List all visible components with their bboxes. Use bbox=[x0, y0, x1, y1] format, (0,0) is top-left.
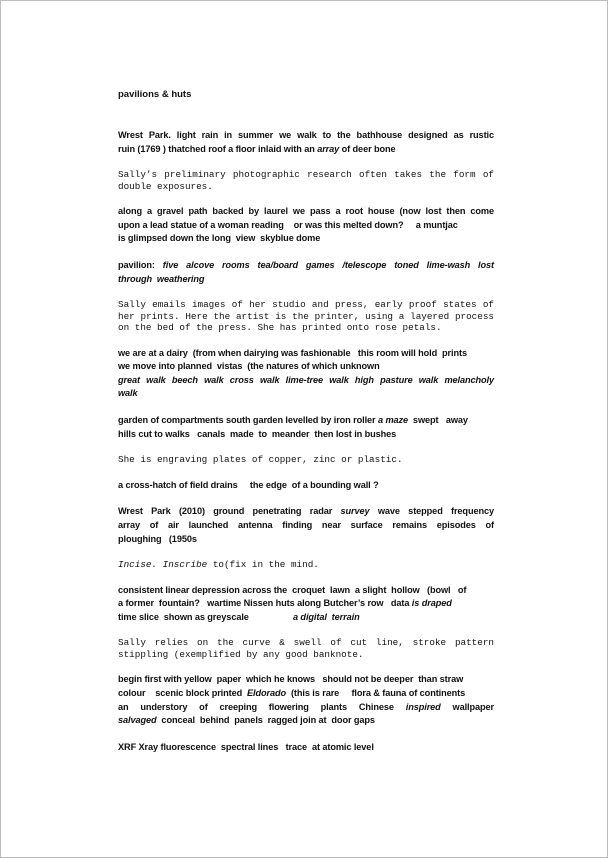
text-line: array of air launched antenna finding near surface remains episodes of bbox=[118, 519, 494, 530]
text-line: we are at a dairy (from when dairying was fashionable this room will hold prints bbox=[118, 347, 467, 358]
text-run: conceal behind panels ragged join at door gaps bbox=[156, 715, 375, 726]
text-line: consistent linear depression across the croquet lawn a slight hollow (bowl of bbox=[118, 584, 467, 595]
paragraph-croquet-lawn bbox=[118, 584, 494, 625]
paragraph-wrest-park bbox=[118, 129, 494, 156]
paragraph-gravel-path bbox=[118, 205, 494, 246]
paragraph-mono-studio: Sally emails images of her studio and press, early proof states of her prints. Here the artist is the printer, using a layered process on the bed of the press. She has printed onto rose petals. bbox=[118, 299, 494, 334]
text-line: hills cut to walks canals made to meander then lost in bushes bbox=[118, 428, 397, 439]
text-line: is glimpsed down the long view skyblue dome bbox=[118, 233, 321, 244]
italic-text: salvaged bbox=[118, 715, 157, 726]
italic-text: array bbox=[317, 143, 340, 154]
paragraph-mono-exposures: Sally’s preliminary photographic research often takes the form of double exposures. bbox=[118, 169, 494, 192]
italic-text: five alcove rooms tea/board games /telescope toned lime-wash lost bbox=[162, 259, 494, 270]
italic-text: through weathering bbox=[118, 273, 205, 284]
italic-text: inspired bbox=[405, 701, 441, 712]
text-run: an understory of creeping flowering plants Chinese bbox=[118, 701, 406, 712]
italic-text: a digital terrain bbox=[292, 611, 360, 622]
paragraph-wallpaper bbox=[118, 673, 494, 727]
text-line: along a gravel path backed by laurel we pass a root house (now lost then come bbox=[118, 206, 494, 217]
text-line bbox=[118, 505, 494, 519]
document-title: pavilions & huts bbox=[118, 89, 192, 100]
page-content bbox=[118, 88, 494, 767]
text-run: wallpaper bbox=[440, 701, 495, 712]
italic-text: a maze bbox=[377, 415, 409, 426]
italic-text: Incise. Inscribe bbox=[118, 559, 208, 571]
text-line bbox=[118, 414, 494, 428]
paragraph-mono-engraving: She is engraving plates of copper, zinc or plastic. bbox=[118, 454, 403, 466]
italic-text: is draped bbox=[411, 598, 452, 609]
text-line: ploughing (1950s bbox=[118, 533, 197, 544]
text-run: of deer bone bbox=[339, 143, 396, 154]
italic-text: walk bbox=[118, 388, 138, 399]
text-run: pavilion: bbox=[118, 259, 163, 270]
italic-text: survey bbox=[340, 506, 370, 517]
paragraph-mono-banknote: Sally relies on the curve & swell of cut line, stroke pattern stippling (exemplified by any good banknote. bbox=[118, 637, 494, 660]
text-line: upon a lead statue of a woman reading or was this melted down? a muntjac bbox=[118, 219, 458, 230]
text-line bbox=[118, 611, 494, 625]
paragraph-field-drains: a cross-hatch of field drains the edge of a bounding wall ? bbox=[118, 479, 379, 490]
italic-text: great walk beech walk cross walk lime-tree walk high pasture walk melancholy bbox=[118, 374, 494, 385]
paragraph-dairy bbox=[118, 347, 494, 401]
text-line bbox=[118, 143, 494, 157]
text-run: to(fix in the mind. bbox=[207, 559, 319, 571]
text-line: we move into planned vistas (the natures of which unknown bbox=[118, 361, 380, 372]
text-run: garden of compartments south garden levelled by iron roller bbox=[118, 415, 378, 426]
text-run: colour scenic block printed bbox=[118, 687, 248, 698]
text-run: Wrest Park (2010) ground penetrating radar bbox=[118, 506, 341, 517]
text-line bbox=[118, 714, 494, 728]
text-run bbox=[249, 612, 293, 622]
text-run: wave stepped frequency bbox=[369, 506, 494, 517]
text-run: time slice shown as greyscale bbox=[118, 611, 249, 622]
italic-text: Eldorado bbox=[247, 687, 287, 698]
text-line bbox=[118, 701, 494, 715]
paragraph-mono-incise bbox=[118, 559, 494, 571]
text-line bbox=[118, 687, 494, 701]
text-run: (this is rare flora & fauna of continents bbox=[286, 687, 466, 698]
paragraph-pavilion bbox=[118, 259, 494, 286]
paragraph-garden bbox=[118, 414, 494, 441]
text-run: swept away bbox=[408, 415, 468, 426]
paragraph-xrf: XRF Xray fluorescence spectral lines trace at atomic level bbox=[118, 741, 374, 752]
text-line: begin first with yellow paper which he knows should not be deeper than straw bbox=[118, 674, 464, 685]
text-run: ruin (1769 ) thatched roof a floor inlaid with an bbox=[118, 143, 318, 154]
text-run: a former fountain? wartime Nissen huts along Butcher’s row data bbox=[118, 598, 412, 609]
text-line: Wrest Park. light rain in summer we walk to the bathhouse designed as rustic bbox=[118, 130, 494, 140]
text-line bbox=[118, 259, 494, 273]
text-line bbox=[118, 597, 494, 611]
paragraph-radar bbox=[118, 505, 494, 546]
